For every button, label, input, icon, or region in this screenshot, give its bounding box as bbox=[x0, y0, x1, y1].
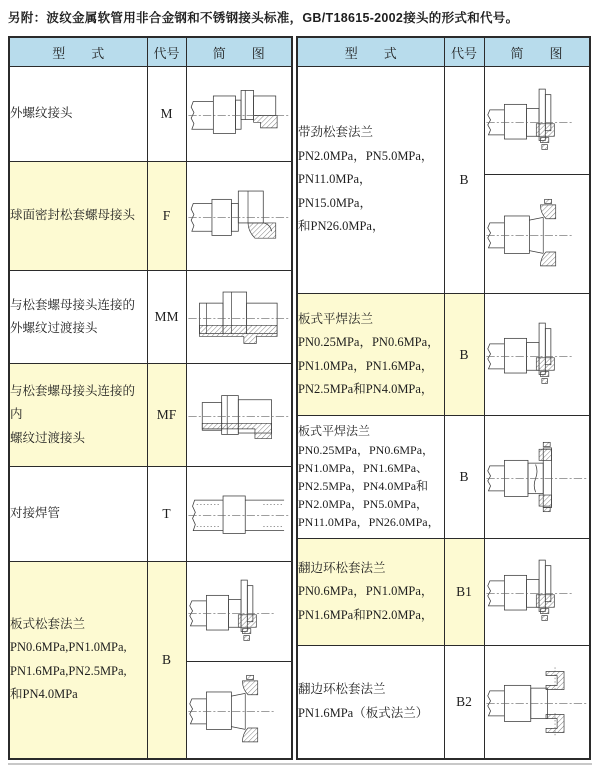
table-row bbox=[9, 467, 292, 562]
type-line: PN11.0MPa，PN26.0MPa， bbox=[298, 515, 440, 530]
column-header-code: 代号 bbox=[147, 37, 186, 67]
page-bottom-rule bbox=[8, 763, 592, 765]
column-header-diagram: 简 图 bbox=[484, 37, 590, 67]
type-cell bbox=[9, 67, 147, 162]
type-line: PN1.0MPa，PN1.6MPa， bbox=[298, 358, 434, 373]
code-cell: B1 bbox=[444, 539, 484, 646]
type-cell bbox=[297, 646, 444, 759]
diagram-cell bbox=[484, 175, 590, 294]
column-header-type: 型 式 bbox=[9, 37, 147, 67]
weld-flange-diagram bbox=[485, 438, 589, 516]
type-line: PN2.0MPa，PN5.0MPa， bbox=[298, 497, 429, 512]
type-cell bbox=[9, 162, 147, 271]
plate-flange-diagram bbox=[485, 82, 589, 160]
diagram-cell bbox=[484, 646, 590, 759]
type-line: 外螺纹接头 bbox=[10, 106, 73, 121]
code-cell: MM bbox=[147, 271, 186, 364]
code-cell: B bbox=[444, 294, 484, 416]
type-cell bbox=[9, 271, 147, 364]
table-row bbox=[9, 162, 292, 271]
type-line: PN0.25MPa，PN0.6MPa， bbox=[298, 335, 440, 349]
code-cell: MF bbox=[147, 364, 186, 467]
table-row bbox=[297, 67, 590, 175]
type-line: PN1.6MPa,PN2.5MPa, bbox=[10, 663, 127, 678]
type-cell bbox=[9, 562, 147, 759]
type-line: 和PN4.0MPa bbox=[10, 687, 78, 702]
type-line: 板式平焊法兰 bbox=[298, 424, 371, 439]
type-line: 与松套螺母接头连接的 bbox=[10, 297, 136, 312]
fitting-table-left bbox=[8, 36, 293, 760]
lapped-loose-flange-diagram bbox=[485, 663, 589, 741]
butt-weld-pipe-diagram bbox=[187, 475, 291, 553]
type-line: PN0.25MPa，PN0.6MPa， bbox=[298, 442, 435, 457]
column-header-code: 代号 bbox=[444, 37, 484, 67]
column-header-type: 型 式 bbox=[297, 37, 444, 67]
type-line: PN2.5MPa，PN4.0MPa和 bbox=[298, 479, 429, 493]
table-row bbox=[9, 364, 292, 467]
diagram-cell bbox=[484, 294, 590, 416]
code-cell: M bbox=[147, 67, 186, 162]
diagram-cell bbox=[186, 562, 292, 662]
type-cell bbox=[9, 467, 147, 562]
code-cell: B bbox=[444, 416, 484, 539]
plate-flange-diagram bbox=[485, 316, 589, 394]
plate-flange-diagram bbox=[485, 553, 589, 631]
type-line: PN2.5MPa和PN4.0MPa， bbox=[298, 382, 434, 396]
type-line: PN1.6MPa和PN2.0MPa， bbox=[298, 607, 434, 622]
type-line: 带劲松套法兰 bbox=[298, 125, 374, 140]
tables-container bbox=[8, 36, 592, 760]
diagram-cell bbox=[484, 416, 590, 539]
type-line: PN2.0MPa，PN5.0MPa， bbox=[298, 148, 434, 163]
code-cell: B bbox=[147, 562, 186, 759]
type-line: 螺纹过渡接头 bbox=[10, 430, 86, 445]
male-thread-fitting-diagram bbox=[187, 75, 291, 153]
code-cell: T bbox=[147, 467, 186, 562]
plate-flange-diagram bbox=[187, 573, 291, 651]
diagram-cell bbox=[484, 67, 590, 175]
table-row bbox=[9, 67, 292, 162]
type-line: 对接焊管 bbox=[10, 506, 61, 521]
type-line: PN0.6MPa,PN1.0MPa, bbox=[10, 640, 127, 655]
type-cell bbox=[297, 416, 444, 539]
type-line: PN1.0MPa，PN1.6MPa、 bbox=[298, 460, 429, 475]
diagram-cell bbox=[186, 271, 292, 364]
table-row bbox=[297, 646, 590, 759]
type-line: 和PN26.0MPa， bbox=[298, 219, 385, 234]
table-row bbox=[297, 539, 590, 646]
type-cell bbox=[297, 294, 444, 416]
loose-nut-fitting-diagram bbox=[187, 177, 291, 255]
diagram-cell bbox=[186, 662, 292, 759]
type-line: 板式松套法兰 bbox=[10, 616, 86, 631]
column-header-diagram: 简 图 bbox=[186, 37, 292, 67]
diagram-cell bbox=[484, 539, 590, 646]
table-row bbox=[9, 271, 292, 364]
type-line: PN0.6MPa，PN1.0MPa， bbox=[298, 584, 434, 599]
type-line: 球面密封松套螺母接头 bbox=[10, 208, 136, 223]
type-cell bbox=[9, 364, 147, 467]
code-cell: F bbox=[147, 162, 186, 271]
code-cell: B bbox=[444, 67, 484, 294]
code-cell: B2 bbox=[444, 646, 484, 759]
type-line: PN11.0MPa，PN15.0MPa， bbox=[298, 172, 372, 210]
diagram-cell bbox=[186, 364, 292, 467]
male-male-adapter-diagram bbox=[187, 278, 291, 356]
type-line: PN1.6MPa（板式法兰） bbox=[298, 705, 429, 720]
loose-flange-stub-diagram bbox=[187, 671, 291, 749]
loose-flange-stub-diagram bbox=[485, 195, 589, 273]
table-row bbox=[297, 294, 590, 416]
type-line: 与松套螺母接头连接的内 bbox=[10, 383, 136, 422]
page-title: 另附：波纹金属软管用非合金钢和不锈钢接头标准，GB/T18615-2002接头的形式和代号。 bbox=[8, 11, 519, 25]
diagram-cell bbox=[186, 67, 292, 162]
type-line: 翻边环松套法兰 bbox=[298, 560, 386, 575]
type-line: 翻边环松套法兰 bbox=[298, 682, 386, 697]
table-row bbox=[9, 562, 292, 662]
fitting-table-right bbox=[296, 36, 591, 760]
diagram-cell bbox=[186, 162, 292, 271]
type-cell bbox=[297, 67, 444, 294]
male-female-adapter-diagram bbox=[187, 376, 291, 454]
type-cell bbox=[297, 539, 444, 646]
type-line: 外螺纹过渡接头 bbox=[10, 321, 98, 335]
table-row bbox=[297, 416, 590, 539]
type-line: 板式平焊法兰 bbox=[298, 311, 374, 326]
diagram-cell bbox=[186, 467, 292, 562]
